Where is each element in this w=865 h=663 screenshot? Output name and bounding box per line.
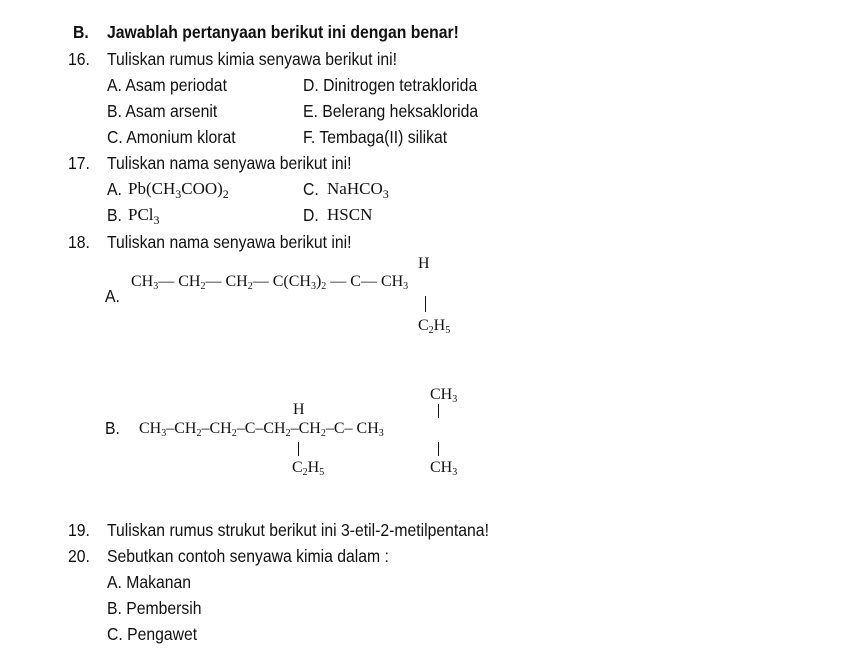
q18-number: 18. (68, 232, 90, 252)
q18-b-bottom-methyl: $CH_3$ (430, 459, 458, 478)
q16-option-d: D. Dinitrogen tetraklorida (303, 75, 478, 95)
q16-option-b: B. Asam arsenit (107, 101, 218, 121)
q18-b-main-chain: $CH_3-CH_2-CH_2-C-CH_2-CH_2-C-$ $CH_3$ (139, 420, 384, 439)
q16-option-c: C. Amonium klorat (107, 127, 236, 147)
q18-a-hydrogen: H (418, 255, 430, 272)
q18-a-ethyl: $C_2H_5$ (418, 317, 451, 336)
q17-b-letter: B. (107, 205, 122, 225)
q16-option-a: A. Asam periodat (107, 75, 227, 95)
q19-text: Tuliskan rumus strukut berikut ini 3-etil-2-metilpentana! (107, 520, 489, 540)
section-letter: B. (73, 22, 89, 42)
q18-a-main-chain: $CH_3—$ $CH_2—$ $CH_2—$ $C(CH_3)_2$ — C— $CH_3$ (131, 273, 409, 292)
q17-c-formula: NaHCO$_3$ (327, 179, 389, 201)
q16-number: 16. (68, 49, 90, 69)
q18-a-bond-down (425, 296, 426, 312)
q18-b-bond-down (438, 442, 439, 456)
q16-text: Tuliskan rumus kimia senyawa berikut ini! (107, 49, 398, 69)
q20-option-b: B. Pembersih (107, 598, 202, 618)
q18-b-ethyl: $C_2H_5$ (292, 459, 325, 478)
q16-option-e: E. Belerang heksaklorida (303, 101, 479, 121)
q18-b-hydrogen: H (293, 401, 305, 418)
q18-b-top-methyl: $CH_3$ (430, 386, 458, 405)
q18-text: Tuliskan nama senyawa berikut ini! (107, 232, 352, 252)
q18-b-bond-ethyl (298, 442, 299, 456)
q16-option-f: F. Tembaga(II) silikat (303, 127, 448, 147)
q17-d-letter: D. (303, 205, 319, 225)
q17-c-letter: C. (303, 179, 319, 199)
q17-a-formula: $Pb(CH_3COO)_2$ (128, 179, 229, 201)
q17-b-formula: PCl$_3$ (128, 205, 160, 227)
q19-number: 19. (68, 520, 90, 540)
q17-number: 17. (68, 153, 90, 173)
q20-text: Sebutkan contoh senyawa kimia dalam : (107, 546, 389, 566)
q17-text: Tuliskan nama senyawa berikut ini! (107, 153, 352, 173)
q20-option-a: A. Makanan (107, 572, 192, 592)
q20-option-c: C. Pengawet (107, 624, 198, 644)
q18-a-letter: A. (105, 286, 120, 306)
q17-a-letter: A. (107, 179, 122, 199)
section-title: Jawablah pertanyaan berikut ini dengan benar! (107, 22, 459, 42)
q18-b-bond-up (438, 404, 439, 418)
q18-b-letter: B. (105, 418, 120, 438)
q17-d-formula: HSCN (327, 205, 373, 224)
q20-number: 20. (68, 546, 90, 566)
